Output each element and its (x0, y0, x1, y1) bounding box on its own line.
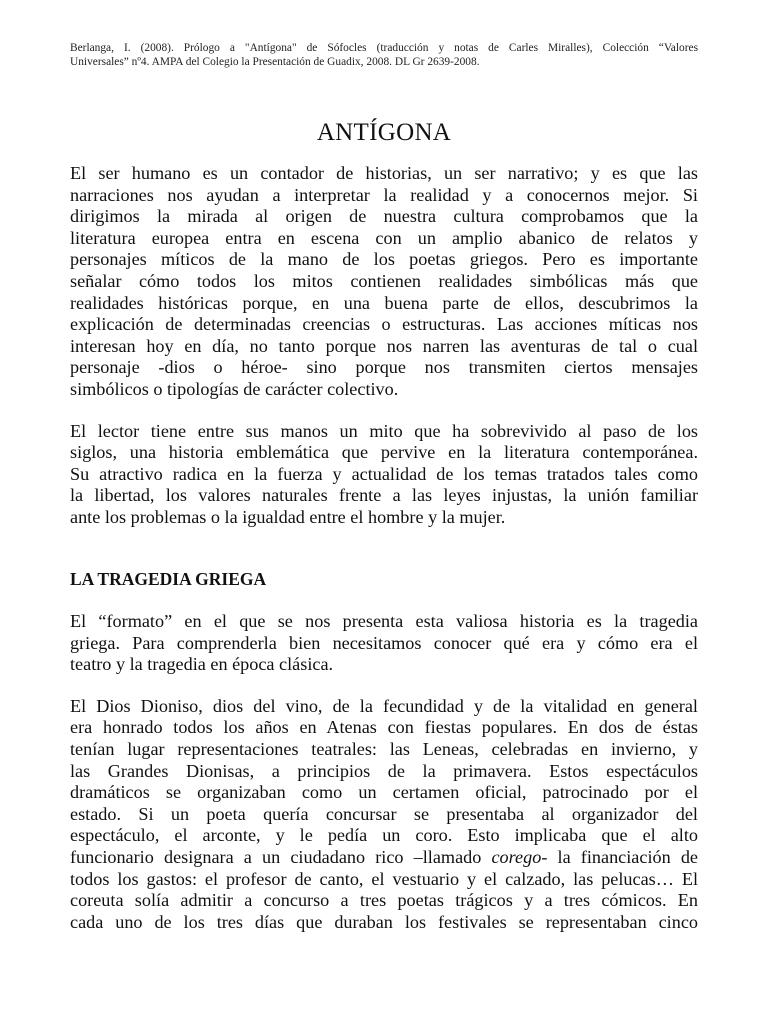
text-line (70, 847, 698, 869)
text-line: El lector tiene entre sus manos un mito que ha sobrevivido al paso de los (70, 420, 698, 441)
text-line: ante los problemas o la igualdad entre el hombre y la mujer. (70, 506, 506, 527)
text-line: cada uno de los tres días que duraban los festivales se representaban cinco (70, 911, 698, 932)
intro-paragraph-1 (70, 163, 698, 401)
section-heading: LA TRAGEDIA GRIEGA (70, 568, 267, 589)
text-line: griega. Para comprenderla bien necesitamos conocer qué era y cómo era el (70, 632, 698, 653)
text-line: señalar cómo todos los mitos contienen realidades simbólicas más que (70, 270, 698, 291)
text-line: estado. Si un poeta quería concursar se presentaba al organizador del (70, 803, 698, 824)
text-line: espectáculo, el arconte, y le pedía un coro. Esto implicaba que el alto (70, 825, 698, 846)
document-title: ANTÍGONA (316, 119, 452, 146)
text-fragment: - la financiación de (541, 847, 698, 868)
text-line: El ser humano es un contador de historias, un ser narrativo; y es que las (70, 163, 698, 183)
text-line: personaje -dios o héroe- sino porque nos transmiten ciertos mensajes (70, 357, 698, 378)
text-line: personajes míticos de la mano de los poetas griegos. Pero es importante (70, 249, 698, 270)
section-paragraph-1 (70, 611, 698, 676)
text-line: simbólicos o tipologías de carácter colectivo. (70, 378, 399, 399)
text-line: narraciones nos ayudan a interpretar la realidad y a conocernos mejor. Si (70, 184, 698, 205)
text-line: interesan hoy en día, no tanto porque nos narren las aventuras de tal o cual (70, 335, 698, 356)
text-line: El “formato” en el que se nos presenta esta valiosa historia es la tragedia (70, 611, 698, 632)
citation-header (70, 41, 698, 69)
text-line: la libertad, los valores naturales frente a las leyes injustas, la unión familiar (70, 485, 698, 506)
text-line: literatura europea entra en escena con un amplio abanico de relatos y (70, 227, 698, 248)
citation-line: Universales” nº4. AMPA del Colegio la Presentación de Guadix, 2008. DL Gr 2639-2008. (70, 56, 480, 68)
text-line: dirigimos la mirada al origen de nuestra cultura comprobamos que la (70, 206, 698, 227)
text-line: las Grandes Dionisas, a principios de la primavera. Estos espectáculos (70, 760, 698, 781)
text-line: teatro y la tragedia en época clásica. (70, 654, 334, 675)
text-line: dramáticos se organizaban como un certamen oficial, patrocinado por el (70, 782, 698, 803)
text-line: tenían lugar representaciones teatrales: las Leneas, celebradas en invierno, y (70, 739, 698, 760)
text-line: todos los gastos: el profesor de canto, el vestuario y el calzado, las pelucas… El (70, 868, 698, 889)
text-line: era honrado todos los años en Atenas con fiestas populares. En dos de éstas (70, 717, 698, 738)
text-line: siglos, una historia emblemática que pervive en la literatura contemporánea. (70, 442, 698, 463)
text-line: realidades históricas porque, en una buena parte de ellos, descubrimos la (70, 292, 698, 313)
text-line: El Dios Dioniso, dios del vino, de la fecundidad y de la vitalidad en general (70, 695, 698, 716)
section-paragraph-2 (70, 696, 698, 934)
italic-term-corego: corego (491, 847, 542, 868)
intro-paragraph-2 (70, 421, 698, 529)
citation-line: Berlanga, I. (2008). Prólogo a "Antígona" de Sófocles (traducción y notas de Carles Miralles), Colección “Valores (70, 42, 698, 54)
text-fragment: funcionario designara a un ciudadano rico –llamado (70, 847, 492, 868)
document-page (70, 0, 698, 933)
text-line: explicación de determinadas creencias o estructuras. Las acciones míticas nos (70, 314, 698, 335)
text-line: coreuta solía admitir a concurso a tres poetas trágicos y a tres cómicos. En (70, 890, 698, 911)
text-line: Su atractivo radica en la fuerza y actualidad de los temas tratados tales como (70, 463, 698, 484)
